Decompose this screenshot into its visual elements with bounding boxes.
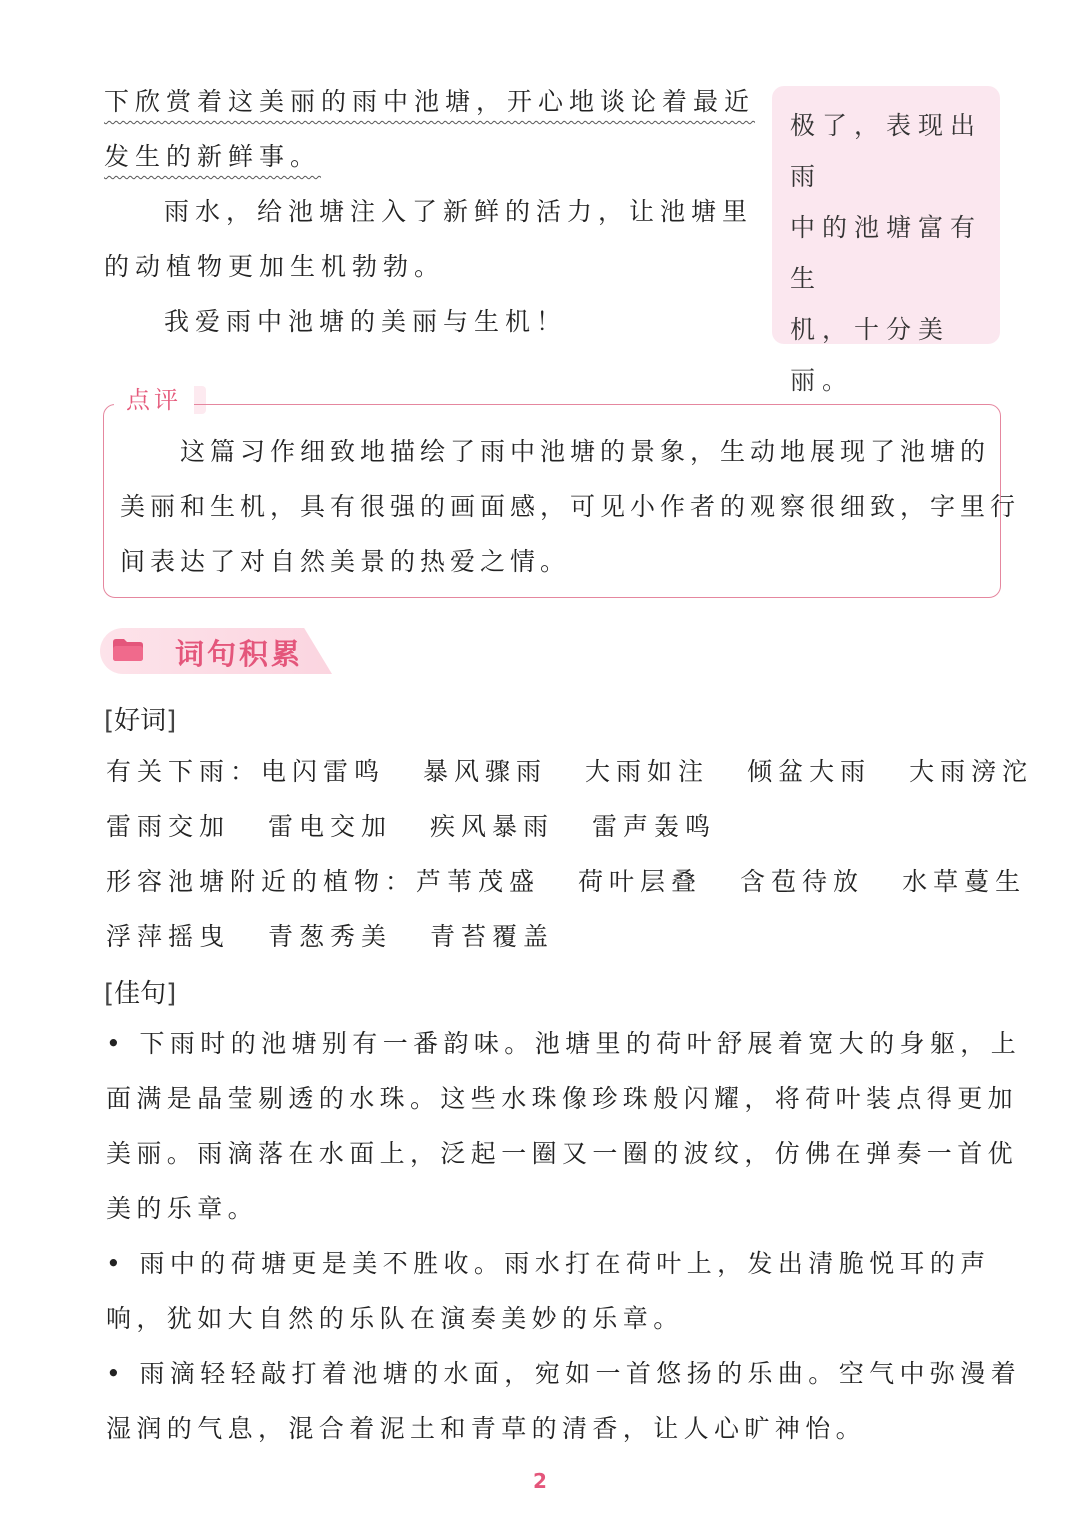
- word-item: 雷电交加: [268, 812, 393, 841]
- essay-line: 发生的新鲜事。: [104, 142, 322, 171]
- section-header: [100, 628, 340, 676]
- side-note-line: 机，十分美丽。: [790, 315, 951, 395]
- good-sentences-heading-text: 佳句: [114, 979, 167, 1009]
- word-item: 含苞待放: [740, 867, 865, 896]
- folder-icon: [112, 638, 144, 662]
- word-item: 青葱秀美: [268, 922, 393, 951]
- side-note-line: 极了，表现出雨: [790, 111, 983, 191]
- plant-words-label: 形容池塘附近的植物：: [106, 867, 417, 896]
- essay-line: 下欣赏着这美丽的雨中池塘，开心地谈论着最近: [104, 87, 756, 116]
- rain-words-label: 有关下雨：: [106, 757, 262, 786]
- essay-line: 我爱雨中池塘的美丽与生机！: [164, 307, 568, 336]
- word-item: 芦苇茂盛: [416, 867, 541, 896]
- essay-line: 的动植物更加生机勃勃。: [104, 252, 446, 281]
- word-item: 倾盆大雨: [747, 757, 872, 786]
- sentence-line: 美的乐章。: [106, 1194, 259, 1223]
- essay-text: [104, 78, 756, 353]
- review-tag: [114, 384, 194, 416]
- good-words-heading: [好词]: [104, 706, 177, 736]
- word-item: 大雨如注: [585, 757, 710, 786]
- word-item: 疾风暴雨: [430, 812, 555, 841]
- review-line: 这篇习作细致地描绘了雨中池塘的景象，生动地展现了池塘的: [180, 437, 991, 466]
- word-item: 大雨滂沱: [909, 757, 1034, 786]
- word-item: 雷声轰鸣: [592, 812, 717, 841]
- sentence-line: 美丽。雨滴落在水面上，泛起一圈又一圈的波纹，仿佛在弹奏一首优: [106, 1139, 1019, 1168]
- sentence-line: • 下雨时的池塘别有一番韵味。池塘里的荷叶舒展着宽大的身躯，上: [106, 1029, 1022, 1058]
- side-note-line: 中的池塘富有生: [790, 213, 983, 293]
- essay-line: 雨水，给池塘注入了新鲜的活力，让池塘里: [164, 197, 754, 226]
- word-item: 水草蔓生: [902, 867, 1027, 896]
- word-item: 雷雨交加: [106, 812, 231, 841]
- page-number: 2: [533, 1469, 547, 1493]
- word-item: 青苔覆盖: [430, 922, 555, 951]
- section-title: 词句积累: [175, 637, 304, 671]
- review-text: [120, 424, 1021, 589]
- sentence-line: 响，犹如大自然的乐队在演奏美妙的乐章。: [106, 1304, 684, 1333]
- sentence-line: • 雨中的荷塘更是美不胜收。雨水打在荷叶上，发出清脆悦耳的声: [106, 1249, 991, 1278]
- word-item: 浮萍摇曳: [106, 922, 231, 951]
- sentence-line: 湿润的气息，混合着泥土和青草的清香，让人心旷神怡。: [106, 1414, 867, 1443]
- word-item: 荷叶层叠: [578, 867, 703, 896]
- review-line: 间表达了对自然美景的热爱之情。: [120, 547, 571, 576]
- word-item: 电闪雷鸣: [261, 757, 386, 786]
- review-line: 美丽和生机，具有很强的画面感，可见小作者的观察很细致，字里行: [120, 492, 1021, 521]
- good-sentences-heading: [佳句]: [104, 979, 177, 1009]
- side-annotation: [772, 86, 1000, 395]
- sentence-line: 面满是晶莹剔透的水珠。这些水珠像珍珠般闪耀，将荷叶装点得更加: [106, 1084, 1019, 1113]
- sentence-line: • 雨滴轻轻敲打着池塘的水面，宛如一首悠扬的乐曲。空气中弥漫着: [106, 1359, 1022, 1388]
- word-item: 暴风骤雨: [423, 757, 548, 786]
- review-tag-label: 点评: [126, 386, 182, 414]
- good-sentences-list: [106, 1020, 1022, 1460]
- good-words-heading-text: 好词: [114, 706, 167, 736]
- good-words-list: [106, 748, 1034, 968]
